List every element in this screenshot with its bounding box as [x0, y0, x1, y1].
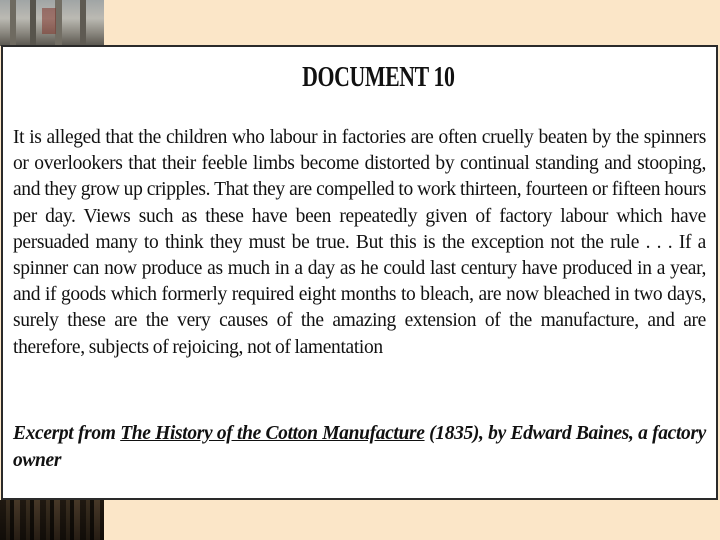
factory-photo-strip-bottom	[0, 500, 104, 540]
document-card	[1, 45, 718, 500]
citation-book-title: The History of the Cotton Manufacture	[120, 423, 425, 444]
factory-photo-strip-top	[0, 0, 104, 46]
document-citation	[13, 421, 706, 474]
document-title: DOCUMENT 10	[302, 62, 455, 93]
citation-suffix: (1835), by Edward Baines, a factory owner	[13, 423, 706, 471]
document-body-text: It is alleged that the children who labour in factories are often cruelly beaten by the spinners or overlookers that their feeble limbs become distorted by continual standing and stooping, and they grow up cripples. That they are compelled to work thirteen, fourteen or fifteen hours per day. Views such as these have been repeatedly given of factory labour which have persuaded many to think they must be true. But this is the exception not the rule . . . If a spinner can now produce as much in a day as he could last century have produced in a year, and if goods which formerly required eight months to bleach, are now bleached in two days, surely these are the very causes of the amazing extension of the manufacture, and are therefore, subjects of rejoicing, not of lamentation	[13, 127, 706, 358]
citation-prefix: Excerpt from	[13, 423, 116, 444]
